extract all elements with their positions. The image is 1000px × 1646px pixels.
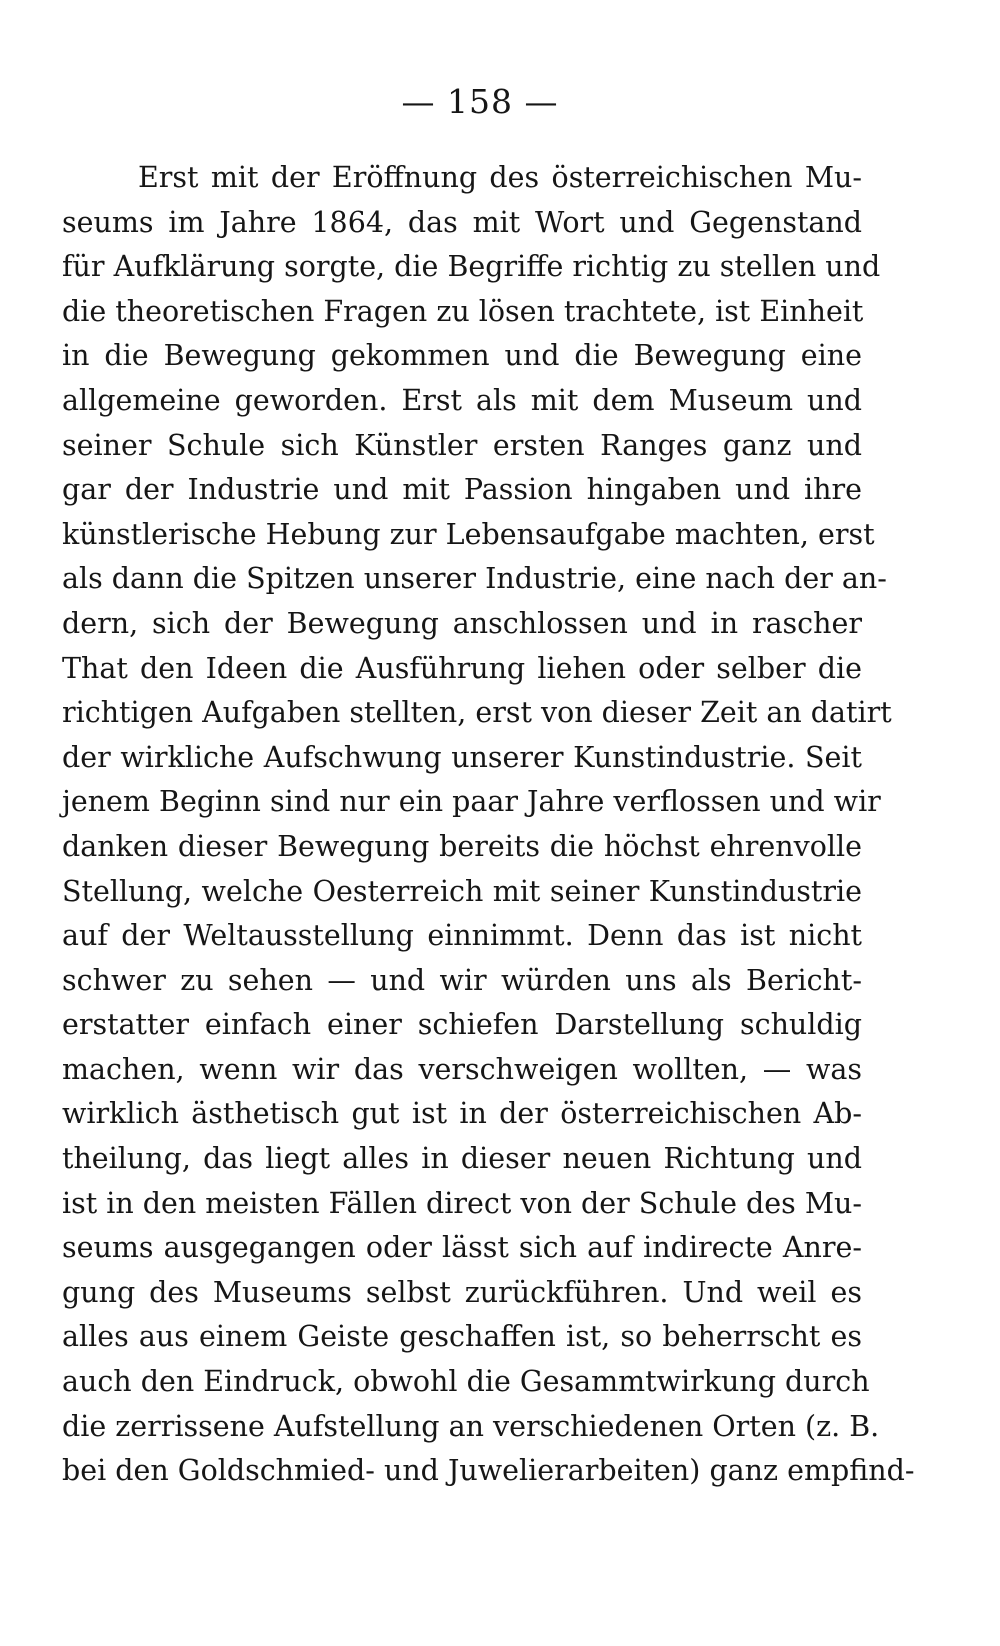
text-line: alles aus einem Geiste geschaffen ist, so beherrscht es bbox=[62, 1320, 862, 1354]
text-line: wirklich ästhetisch gut ist in der österreichischen Ab- bbox=[62, 1097, 862, 1131]
text-line: auch den Eindruck, obwohl die Gesammtwirkung durch bbox=[62, 1365, 870, 1399]
text-line: auf der Weltausstellung einnimmt. Denn das ist nicht bbox=[62, 919, 862, 953]
text-line: danken dieser Bewegung bereits die höchst ehrenvolle bbox=[62, 829, 862, 863]
text-line: seums ausgegangen oder lässt sich auf indirecte Anre- bbox=[62, 1231, 862, 1265]
text-line: Stellung, welche Oesterreich mit seiner Kunstindustrie bbox=[62, 874, 862, 908]
text-line: That den Ideen die Ausführung liehen oder selber die bbox=[62, 651, 862, 685]
paragraph bbox=[62, 156, 915, 1494]
text-line: machen, wenn wir das verschweigen wollten, — was bbox=[62, 1052, 862, 1086]
text-line: gung des Museums selbst zurückführen. Und weil es bbox=[62, 1275, 862, 1309]
page-number: — 158 — bbox=[401, 82, 559, 121]
text-line: bei den Goldschmied- und Juwelierarbeiten) ganz empfind- bbox=[62, 1454, 915, 1488]
text-line: jenem Beginn sind nur ein paar Jahre verflossen und wir bbox=[62, 785, 881, 819]
text-line: als dann die Spitzen unserer Industrie, eine nach der an- bbox=[62, 562, 887, 596]
text-line: allgemeine geworden. Erst als mit dem Museum und bbox=[62, 383, 862, 417]
text-line: dern, sich der Bewegung anschlossen und in rascher bbox=[62, 606, 862, 640]
text-line: die zerrissene Aufstellung an verschiedenen Orten (z. B. bbox=[62, 1409, 880, 1443]
text-line: schwer zu sehen — und wir würden uns als Bericht- bbox=[62, 963, 862, 997]
text-line: ist in den meisten Fällen direct von der Schule des Mu- bbox=[62, 1186, 863, 1220]
text-line: künstlerische Hebung zur Lebensaufgabe machten, erst bbox=[62, 517, 875, 551]
text-line: in die Bewegung gekommen und die Bewegung eine bbox=[62, 339, 862, 373]
text-line: gar der Industrie und mit Passion hingaben und ihre bbox=[62, 473, 862, 507]
text-line: seums im Jahre 1864, das mit Wort und Gegenstand bbox=[62, 205, 862, 239]
text-line: die theoretischen Fragen zu lösen trachtete, ist Einheit bbox=[62, 294, 864, 328]
text-line: seiner Schule sich Künstler ersten Ranges ganz und bbox=[62, 428, 862, 462]
text-line: erstatter einfach einer schiefen Darstellung schuldig bbox=[62, 1008, 862, 1042]
text-line: für Aufklärung sorgte, die Begriffe richtig zu stellen und bbox=[62, 250, 881, 284]
text-line: richtigen Aufgaben stellten, erst von dieser Zeit an datirt bbox=[62, 696, 892, 730]
text-line: theilung, das liegt alles in dieser neuen Richtung und bbox=[62, 1142, 862, 1176]
text-line: der wirkliche Aufschwung unserer Kunstindustrie. Seit bbox=[62, 740, 862, 774]
text-line: Erst mit der Eröffnung des österreichischen Mu- bbox=[138, 161, 862, 194]
